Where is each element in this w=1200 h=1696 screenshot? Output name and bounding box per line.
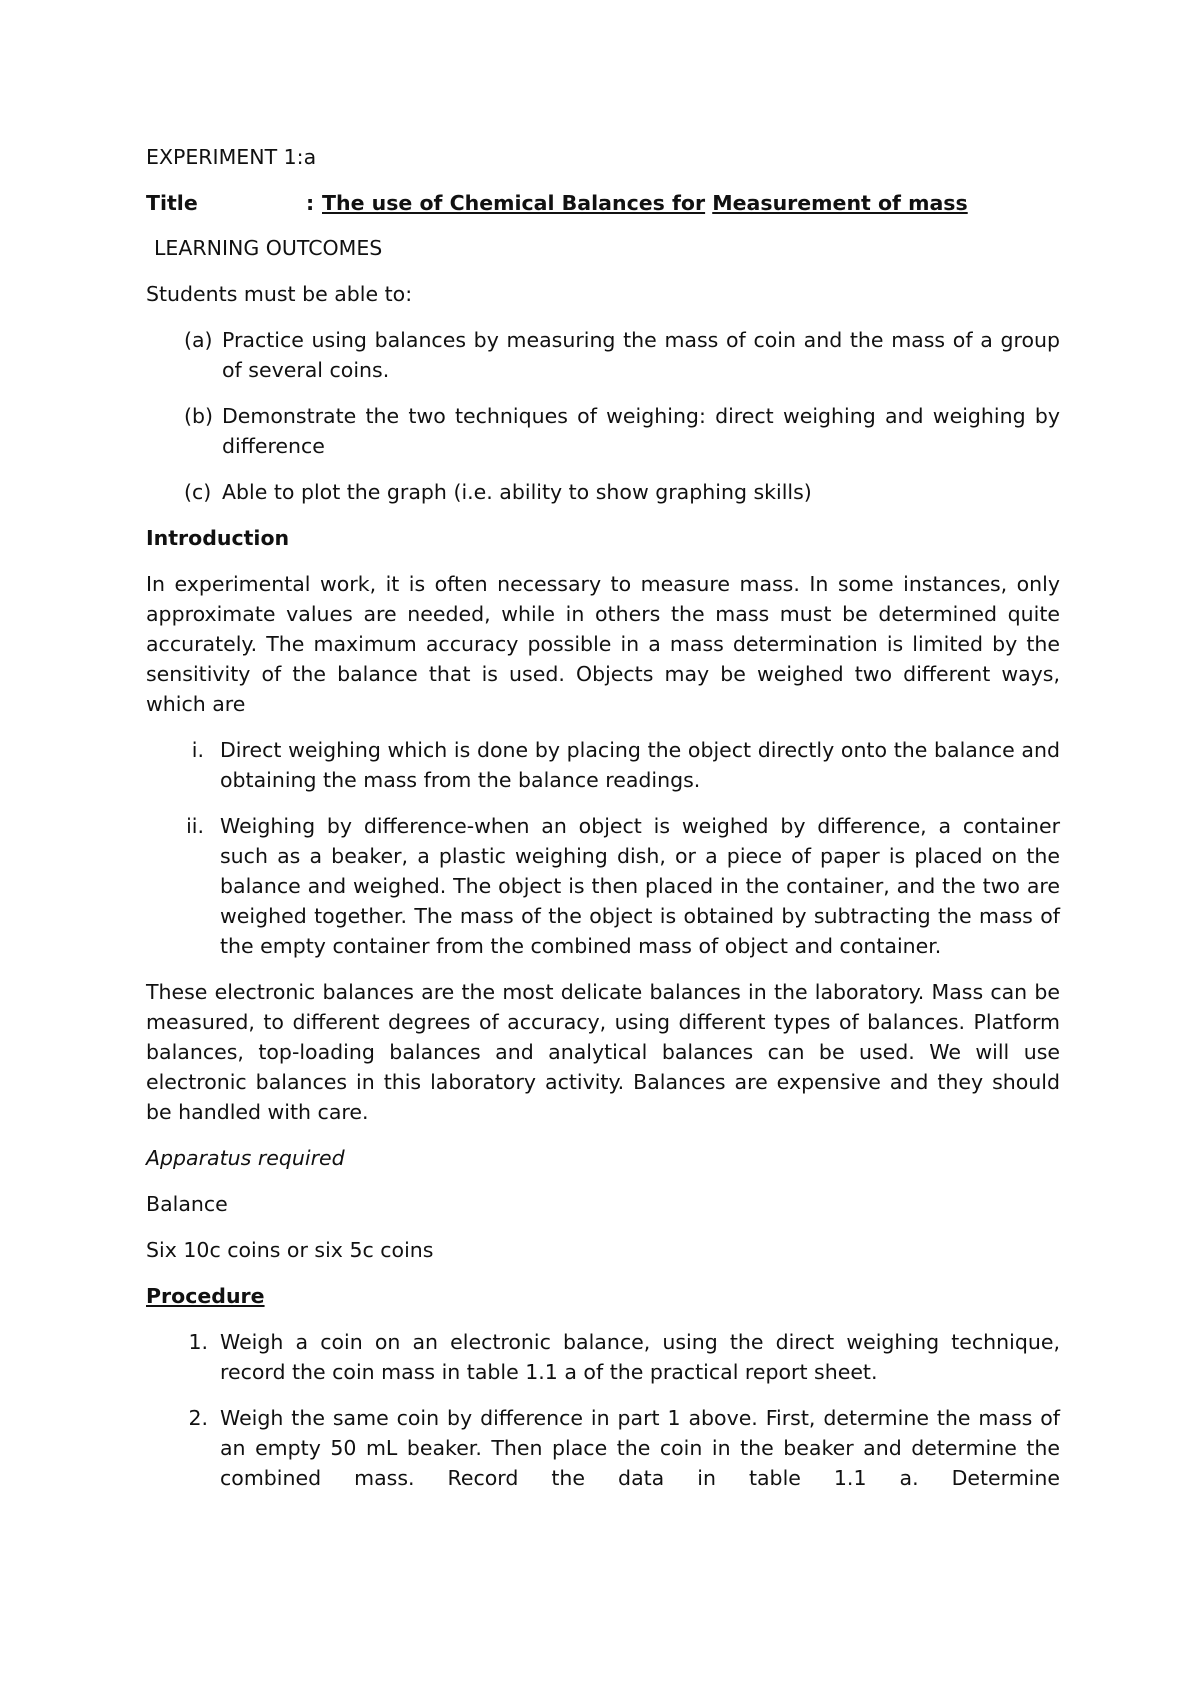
list-marker: i. (191, 738, 204, 762)
procedure-heading: Procedure (146, 1284, 265, 1308)
title-colon: : (306, 191, 315, 215)
list-text: Practice using balances by measuring the mass of coin and the mass of a group of several coins. (222, 328, 1060, 382)
title-text (322, 188, 968, 218)
document-body (146, 142, 1060, 1509)
list-item (146, 325, 1060, 385)
apparatus-item: Six 10c coins or six 5c coins (146, 1238, 434, 1262)
procedure-list (146, 1327, 1060, 1493)
list-item (146, 735, 1060, 795)
learning-outcomes-lead: Students must be able to: (146, 282, 413, 306)
list-item (146, 477, 1060, 507)
list-text: Direct weighing which is done by placing the object directly onto the balance and obtaining the mass from the balance readings. (220, 738, 1060, 792)
list-marker: ii. (186, 814, 204, 838)
list-text: Demonstrate the two techniques of weighing: direct weighing and weighing by difference (222, 404, 1060, 458)
experiment-heading: EXPERIMENT 1:a (146, 145, 317, 169)
title-part-2: Measurement of mass (712, 191, 968, 215)
apparatus-heading: Apparatus required (146, 1146, 345, 1170)
list-item (146, 401, 1060, 461)
list-marker: (b) (184, 404, 214, 428)
title-part-1: The use of Chemical Balances for (322, 191, 706, 215)
list-text: Weighing by difference-when an object is weighed by difference, a container such as a beaker, a plastic weighing dish, or a piece of paper is placed on the balance and weighed. The object is then placed in the container, and the two are weighed together. The mass of the object is obtained by subtracting the mass of the empty container from the combined mass of object and container. (220, 814, 1060, 958)
list-item (146, 1327, 1060, 1387)
weighing-methods-list (146, 735, 1060, 961)
learning-outcomes-list (146, 325, 1060, 507)
list-item (146, 1403, 1060, 1493)
list-marker: 2. (188, 1406, 208, 1430)
learning-outcomes-heading: LEARNING OUTCOMES (154, 236, 383, 260)
list-text: Able to plot the graph (i.e. ability to show graphing skills) (222, 480, 812, 504)
list-item (146, 811, 1060, 961)
list-text: Weigh the same coin by difference in part 1 above. First, determine the mass of an empty 50 mL beaker. Then place the coin in the beaker and determine the combined mass. Record the data in table 1.1 a. Determine (220, 1406, 1060, 1490)
apparatus-item: Balance (146, 1192, 228, 1216)
introduction-paragraph: In experimental work, it is often necessary to measure mass. In some instances, only approximate values are needed, while in others the mass must be determined quite accurately. The maximum accuracy possible in a mass determination is limited by the sensitivity of the balance that is used. Objects may be weighed two different ways, which are (146, 572, 1060, 716)
list-marker: (a) (184, 328, 213, 352)
list-marker: (c) (184, 480, 212, 504)
list-text: Weigh a coin on an electronic balance, using the direct weighing technique, record the coin mass in table 1.1 a of the practical report sheet. (220, 1330, 1060, 1384)
title-row (146, 188, 1060, 218)
balances-paragraph: These electronic balances are the most delicate balances in the laboratory. Mass can be measured, to different degrees of accuracy, using different types of balances. Platform balances, top-loading balances and analytical balances can be used. We will use electronic balances in this laboratory activity. Balances are expensive and they should be handled with care. (146, 980, 1060, 1124)
introduction-heading: Introduction (146, 526, 290, 550)
list-marker: 1. (188, 1330, 208, 1354)
title-label: Title (146, 191, 198, 215)
